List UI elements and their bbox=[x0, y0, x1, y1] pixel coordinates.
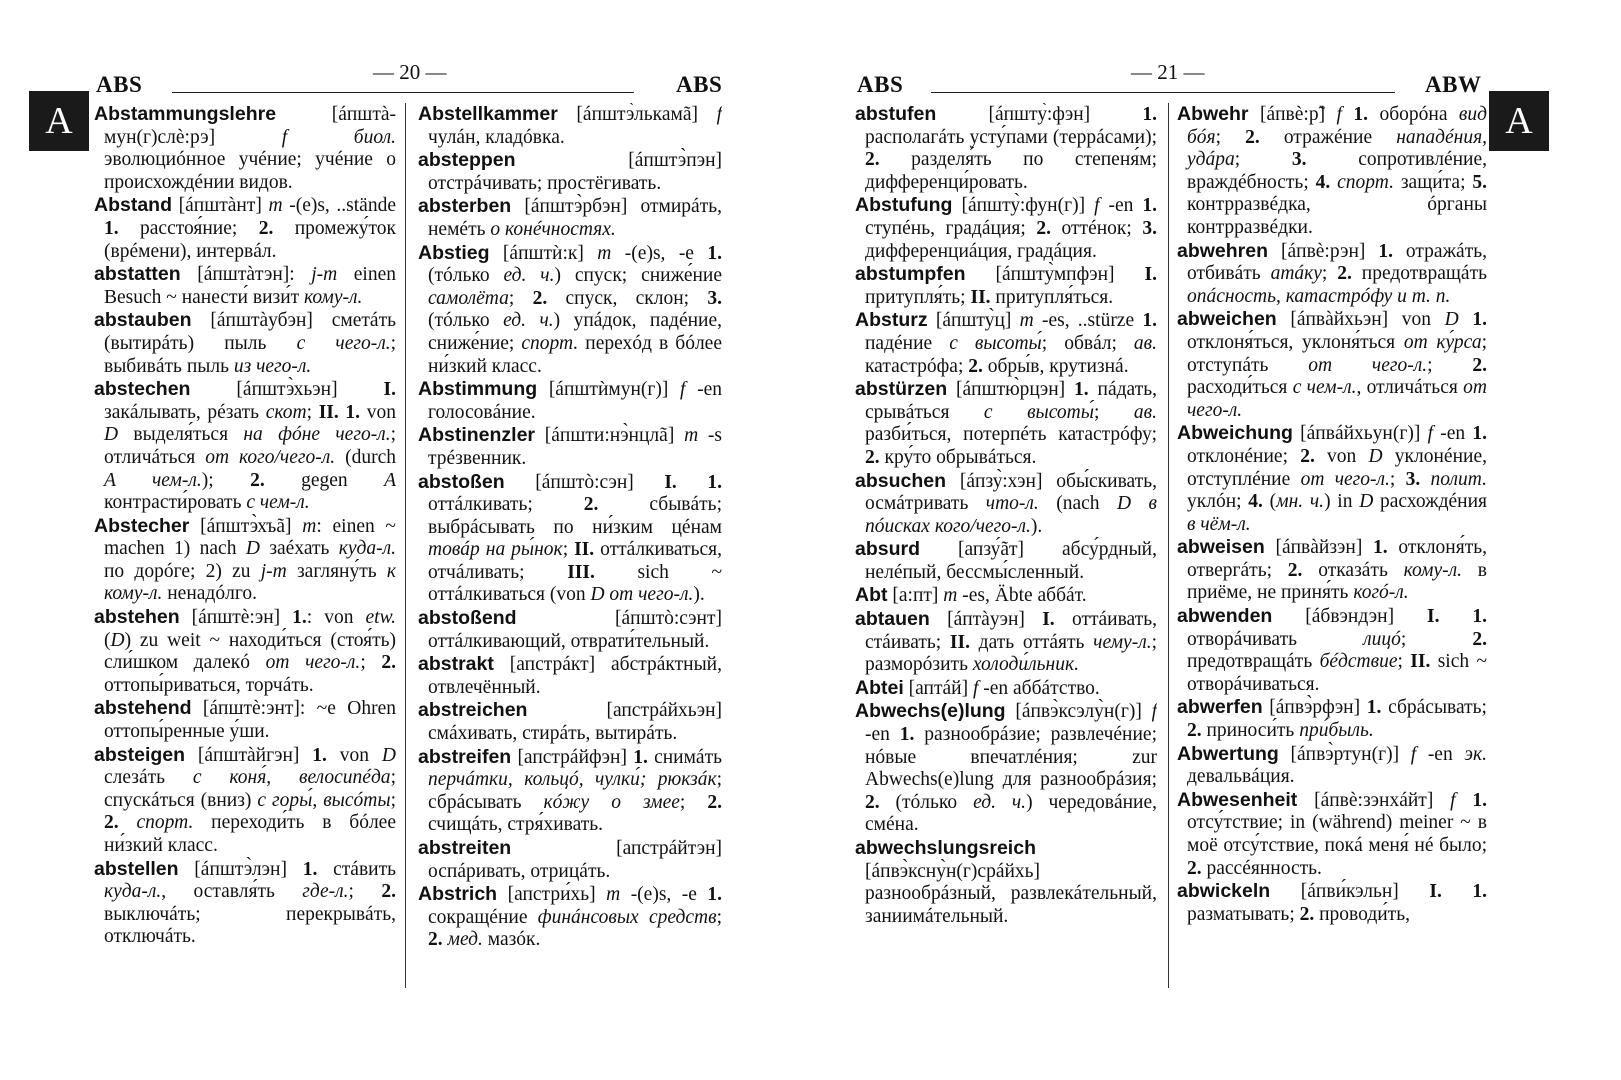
dictionary-entry bbox=[418, 378, 722, 424]
entry-definition: [áпвè:рэн] 1. отражáть, отбивáть атáку; 2. предотвращáть опáсность, катастрóфу и т. п. bbox=[1187, 240, 1487, 307]
right-guide-word-left: ABS bbox=[857, 72, 904, 97]
entry-definition: [áпштàнт] m -(e)s, ..stände 1. расстоя́ние; 2. промежу́ток (врéмени), интервáл. bbox=[104, 195, 396, 262]
entry-definition: [áпвàйхьэн] von D 1. отклоня́ться, уклоня́ться от ку́рса; отступáть от чего-л.; 2. расходи́ться с чем-л., отличáться от чего-л. bbox=[1187, 309, 1487, 421]
entry-headword: abstehen bbox=[94, 606, 180, 629]
dictionary-entry bbox=[855, 837, 1157, 928]
right-column-divider bbox=[1168, 103, 1169, 988]
entry-headword: abweisen bbox=[1177, 536, 1265, 559]
entry-definition: [áпштè:эн] 1.: von etw. (D) zu weit ~ находи́ться (стоя́ть) сли́шком далекó от чего-л.; 2. оттопы́риваться, торчáть. bbox=[104, 607, 396, 696]
entry-definition: [апстрáйфэн] 1. снимáть перчáтки, кольцó, чулки́; рюкзáк; сбрáсывать кóжу о змее; 2. счищáть, стря́хивать. bbox=[428, 746, 722, 836]
entry-definition: [áпштэ̀лэн] 1. стáвить куда-л., оставля́ть где-л.; 2. выключáть; перекрывáть, отключáть. bbox=[104, 858, 396, 948]
entry-definition: [аптáй] f -en аббáтство. bbox=[903, 677, 1100, 699]
entry-headword: Abstimmung bbox=[418, 378, 538, 401]
entry-headword: abwechslungsreich bbox=[855, 837, 1036, 859]
left-running-head bbox=[0, 60, 780, 100]
entry-definition: [апстрáйтэн] оспáривать, отрицáть. bbox=[428, 838, 722, 882]
dictionary-entry bbox=[418, 242, 722, 379]
dictionary-entry bbox=[1177, 696, 1487, 742]
dictionary-entry bbox=[94, 378, 396, 515]
dictionary-entry bbox=[418, 653, 722, 699]
left-guide-word-left: ABS bbox=[96, 72, 143, 97]
entry-definition: [áпшту̀мпфэн] I. притупля́ть; II. притупля́ться. bbox=[865, 264, 1157, 308]
left-head-rule bbox=[172, 92, 634, 93]
dictionary-entry bbox=[855, 677, 1157, 701]
entry-headword: abwenden bbox=[1177, 605, 1273, 628]
right-thumb-index-tab: A bbox=[1489, 91, 1549, 151]
entry-definition: [áптàуэн] I. оттáивать, стáивать; II. дать оттáять чему-л.; разморóзить холоди́льник. bbox=[865, 609, 1157, 676]
dictionary-entry bbox=[1177, 605, 1487, 696]
entry-definition: [áпштэ̀хъã] m: einen ~ machen 1) nach D заéхать куда-л. по дорóге; 2) zu j-m загляну́ть к кому-л. ненадóлго. bbox=[104, 515, 396, 605]
entry-headword: Abstecher bbox=[94, 514, 190, 537]
entry-headword: Abstand bbox=[94, 194, 172, 217]
entry-headword: absuchen bbox=[855, 469, 947, 492]
entry-definition: [áпштэ̀лькамã] f чулáн, кладóвка. bbox=[428, 104, 722, 148]
entry-definition: [áпвàйзэн] 1. отклоня́ть, отвергáть; 2. отказáть кому-л. в приёме, не приня́ть когó-л. bbox=[1187, 537, 1487, 604]
dictionary-entry bbox=[855, 378, 1157, 469]
entry-headword: abstoßen bbox=[418, 470, 505, 493]
entry-headword: abstrakt bbox=[418, 653, 494, 676]
entry-headword: abstreichen bbox=[418, 699, 528, 722]
dictionary-entry bbox=[94, 309, 396, 378]
entry-headword: abwerfen bbox=[1177, 696, 1263, 719]
right-page-number: — 21 — bbox=[1125, 60, 1211, 85]
dictionary-entry bbox=[855, 608, 1157, 677]
dictionary-entry bbox=[94, 697, 396, 743]
left-column-1 bbox=[94, 103, 396, 993]
dictionary-entry bbox=[855, 700, 1157, 837]
entry-definition: [апстрáкт] абстрáктный, отвлечённый. bbox=[428, 654, 722, 698]
entry-headword: Abweichung bbox=[1177, 422, 1293, 445]
dictionary-entry bbox=[855, 470, 1157, 539]
dictionary-entry bbox=[418, 195, 722, 241]
entry-headword: Abstufung bbox=[855, 194, 953, 217]
entry-definition: [áпзу̀:хэн] обы́скивать, осмáтривать что-л. (nach D в пóисках кого/чего-л.). bbox=[865, 470, 1157, 537]
left-thumb-index-tab: A bbox=[29, 91, 89, 151]
right-column-2 bbox=[1177, 103, 1487, 993]
entry-definition: [áпвэ̀рфэн] 1. сбрáсывать; 2. приноси́ть при́быль. bbox=[1187, 697, 1487, 742]
right-head-rule bbox=[931, 92, 1395, 93]
dictionary-entry bbox=[418, 746, 722, 837]
entry-headword: absurd bbox=[855, 538, 921, 561]
dictionary-entry bbox=[855, 194, 1157, 263]
entry-definition: [áпштàтэн]: j-m einen Besuch ~ нанести́ визи́т кому-л. bbox=[104, 264, 396, 308]
dictionary-entry bbox=[418, 699, 722, 745]
entry-headword: absteigen bbox=[94, 743, 186, 766]
entry-definition: [áпштà-мун(г)слè:рэ] f биол. эволюциóнное учéние; учéние о происхождéнии видов. bbox=[104, 104, 396, 193]
entry-definition: [áпвáйхьун(г)] f -en 1. отклонéние; 2. von D уклонéние, отступлéние от чего-л.; 3. полит. уклóн; 4. (мн. ч.) in D расхождéния в чём-л. bbox=[1187, 423, 1487, 535]
dictionary-entry bbox=[94, 103, 396, 194]
entry-headword: abstumpfen bbox=[855, 263, 966, 286]
entry-definition: [áпвè:р̃] f 1. оборóна вид бóя; 2. отражéние нападéния, удáра; 3. сопротивлéние, враждéбность; 4. спорт. защи́та; 5. контрразвéдка, óрганы контрразвéдки. bbox=[1187, 104, 1487, 238]
dictionary-entry bbox=[94, 858, 396, 949]
dictionary-entry bbox=[94, 606, 396, 697]
dictionary-entry bbox=[418, 149, 722, 195]
dictionary-entry bbox=[1177, 743, 1487, 789]
entry-headword: abstauben bbox=[94, 309, 192, 332]
entry-headword: absterben bbox=[418, 195, 512, 218]
dictionary-entry bbox=[418, 607, 722, 653]
entry-headword: Abt bbox=[855, 584, 888, 607]
entry-headword: abstoßend bbox=[418, 607, 517, 630]
entry-headword: abstatten bbox=[94, 263, 181, 286]
entry-headword: Abstammungslehre bbox=[94, 103, 277, 125]
entry-headword: abwickeln bbox=[1177, 880, 1271, 903]
dictionary-entry bbox=[418, 103, 722, 149]
dictionary-entry bbox=[855, 103, 1157, 194]
dictionary-entry bbox=[1177, 880, 1487, 926]
entry-definition: [áбвэндэн] I. 1. отворáчивать лицó; 2. предотвращáть бéдствие; II. sich ~ отворáчиваться. bbox=[1187, 606, 1487, 695]
entry-headword: Abwertung bbox=[1177, 742, 1279, 765]
dictionary-entry bbox=[1177, 308, 1487, 422]
entry-definition: [áпштè:энт]: ~e Ohren оттопы́ренные у́ши. bbox=[104, 698, 396, 743]
dictionary-entry bbox=[1177, 422, 1487, 536]
dictionary-entry bbox=[94, 744, 396, 858]
entry-definition: [áпштѝ:к] m -(e)s, -e 1. (тóлько ед. ч.) спуск; сниже́ние самолёта; 2. спуск, склон; 3. (тóлько ед. ч.) упáдок, падéние, сниже́ние; спорт. перехóд в бóлее ни́зкий класс. bbox=[428, 242, 722, 377]
entry-definition: [а:пт] m -es, Äbte аббáт. bbox=[887, 585, 1087, 607]
entry-definition: [áпштàйгэн] 1. von D слезáть с коня́, велосипéда; спускáться (вниз) с горы́, высóты; 2. спорт. переходи́ть в бóлее ни́зкий класс. bbox=[104, 744, 396, 856]
entry-headword: Abstrich bbox=[418, 883, 498, 906]
dictionary-entry bbox=[855, 263, 1157, 309]
entry-definition: [áпшти:нэ̀нцлã] m -s трéзвенник. bbox=[428, 425, 722, 469]
dictionary-entry bbox=[855, 309, 1157, 378]
entry-headword: Absturz bbox=[855, 309, 928, 332]
entry-headword: abstufen bbox=[855, 103, 937, 125]
entry-headword: Abstinenzler bbox=[418, 424, 536, 447]
dictionary-entry bbox=[1177, 240, 1487, 309]
entry-headword: abstechen bbox=[94, 378, 191, 401]
entry-definition: [áпштò:сэн] I. 1. оттáлкивать; 2. сбывáть; выбрáсывать по ни́зким цéнам товáр на ры́нок; II. оттáлкиваться, отчáливать; III. sich ~ оттáлкиваться (von D от чего-л.). bbox=[428, 471, 722, 606]
entry-definition: [áпштэ̀хьэн] I. закáлывать, рéзать скот; II. 1. von D выделя́ться на фóне чего-л.; отличáться от кого/чего-л. (durch A чем-л.); 2. gegen A контрасти́ровать с чем-л. bbox=[104, 379, 396, 514]
entry-headword: abstellen bbox=[94, 857, 179, 880]
entry-definition: [апзу́ãт] абсу́рдный, нелéпый, бессмы́сленный. bbox=[865, 539, 1157, 583]
dictionary-entry bbox=[94, 194, 396, 263]
entry-headword: Abwechs(e)lung bbox=[855, 700, 1006, 723]
entry-definition: [áпвэ̀ксэлу̀н(г)] f -en 1. разнообрáзие; развлечéние; нóвые впечатлéния; zur Abwechs(e)lung для разнообрáзия; 2. (тóлько ед. ч.) чередовáние, смéна. bbox=[865, 701, 1157, 836]
entry-definition: [áпшту̀:фэн] 1. располагáть усту́пами (террáсами); 2. разделя́ть по степеня́м; дифференци́ровать. bbox=[865, 104, 1157, 193]
entry-definition: [áпштэ̀рбэн] отмирáть, немéть о конéчностях. bbox=[428, 196, 722, 240]
entry-definition: [апстри́хь] m -(e)s, -e 1. сокращéние финáнсовых средств; 2. мед. мазóк. bbox=[428, 884, 722, 951]
right-column-1 bbox=[855, 103, 1157, 993]
entry-definition: [áпвэ̀ртун(г)] f -en эк. девальвáция. bbox=[1187, 743, 1487, 788]
entry-definition: [áпвэ̀ксну̀н(г)срáйхь] разнообрáзный, развлекáтельный, заниимáтельный. bbox=[865, 860, 1157, 927]
dictionary-entry bbox=[1177, 103, 1487, 240]
entry-definition: [áпви́кэльн] I. 1. разматывать; 2. проводи́ть, bbox=[1187, 881, 1487, 925]
entry-headword: Abtei bbox=[855, 676, 904, 699]
entry-headword: Abwehr bbox=[1177, 103, 1249, 125]
left-column-2 bbox=[418, 103, 722, 993]
entry-definition: [áпштò:сэнт] оттáлкивающий, отврати́тельный. bbox=[428, 608, 722, 652]
left-column-divider bbox=[405, 103, 406, 988]
dictionary-entry bbox=[94, 263, 396, 309]
entry-headword: absteppen bbox=[418, 149, 516, 172]
left-page-number: — 20 — bbox=[367, 60, 453, 85]
entry-definition: [áпштѝмун(г)] f -en голосовáние. bbox=[428, 379, 722, 423]
entry-definition: [áпштю̀рцэн] 1. пáдать, срывáться с высоты́; ав. разби́ться, потерпéть катастрóфу; 2. кру́то обрывáться. bbox=[865, 379, 1157, 468]
entry-headword: abstürzen bbox=[855, 378, 948, 401]
left-guide-word-right: ABS bbox=[676, 72, 723, 97]
left-page bbox=[0, 0, 780, 1080]
right-guide-word-right: ABW bbox=[1425, 72, 1482, 97]
dictionary-entry bbox=[94, 515, 396, 606]
entry-headword: abweichen bbox=[1177, 308, 1277, 331]
dictionary-entry bbox=[1177, 789, 1487, 880]
entry-headword: abstreifen bbox=[418, 745, 512, 768]
dictionary-entry bbox=[418, 883, 722, 952]
entry-headword: Abstieg bbox=[418, 241, 490, 264]
entry-headword: abtauen bbox=[855, 608, 930, 631]
dictionary-entry bbox=[855, 538, 1157, 584]
dictionary-entry bbox=[418, 471, 722, 608]
entry-headword: Abstellkammer bbox=[418, 103, 558, 125]
entry-definition: [апстрáйхьэн] смáхивать, стирáть, вытирáть. bbox=[428, 700, 722, 745]
entry-definition: [áпшту̀:фун(г)] f -en 1. ступéнь, градáция; 2. оттéнок; 3. дифференциáция, градáция. bbox=[865, 195, 1157, 262]
entry-headword: abstreiten bbox=[418, 837, 512, 859]
right-page bbox=[855, 0, 1621, 1080]
entry-headword: abstehend bbox=[94, 697, 192, 720]
entry-definition: [áпшту̀ц] m -es, ..stürze 1. падéние с высоты́; обвáл; ав. катастрóфа; 2. обры́в, крутизнá. bbox=[865, 310, 1157, 377]
dictionary-entry bbox=[418, 424, 722, 470]
entry-definition: [áпвè:зэнхáйт] f 1. отсу́тствие; in (während) meiner ~ в моё отсу́тствие, покá меня́ нé было; 2. рассéянность. bbox=[1187, 789, 1487, 879]
entry-headword: abwehren bbox=[1177, 239, 1269, 262]
dictionary-entry bbox=[418, 837, 722, 883]
entry-definition: [áпштàубэн] сметáть (вытирáть) пыль с чего-л.; выбивáть пыль из чего-л. bbox=[104, 310, 396, 377]
entry-headword: Abwesenheit bbox=[1177, 788, 1298, 811]
dictionary-entry bbox=[855, 584, 1157, 608]
entry-definition: [áпштэ̀пэн] отстрáчивать; простёгивать. bbox=[428, 150, 722, 194]
dictionary-entry bbox=[1177, 536, 1487, 605]
